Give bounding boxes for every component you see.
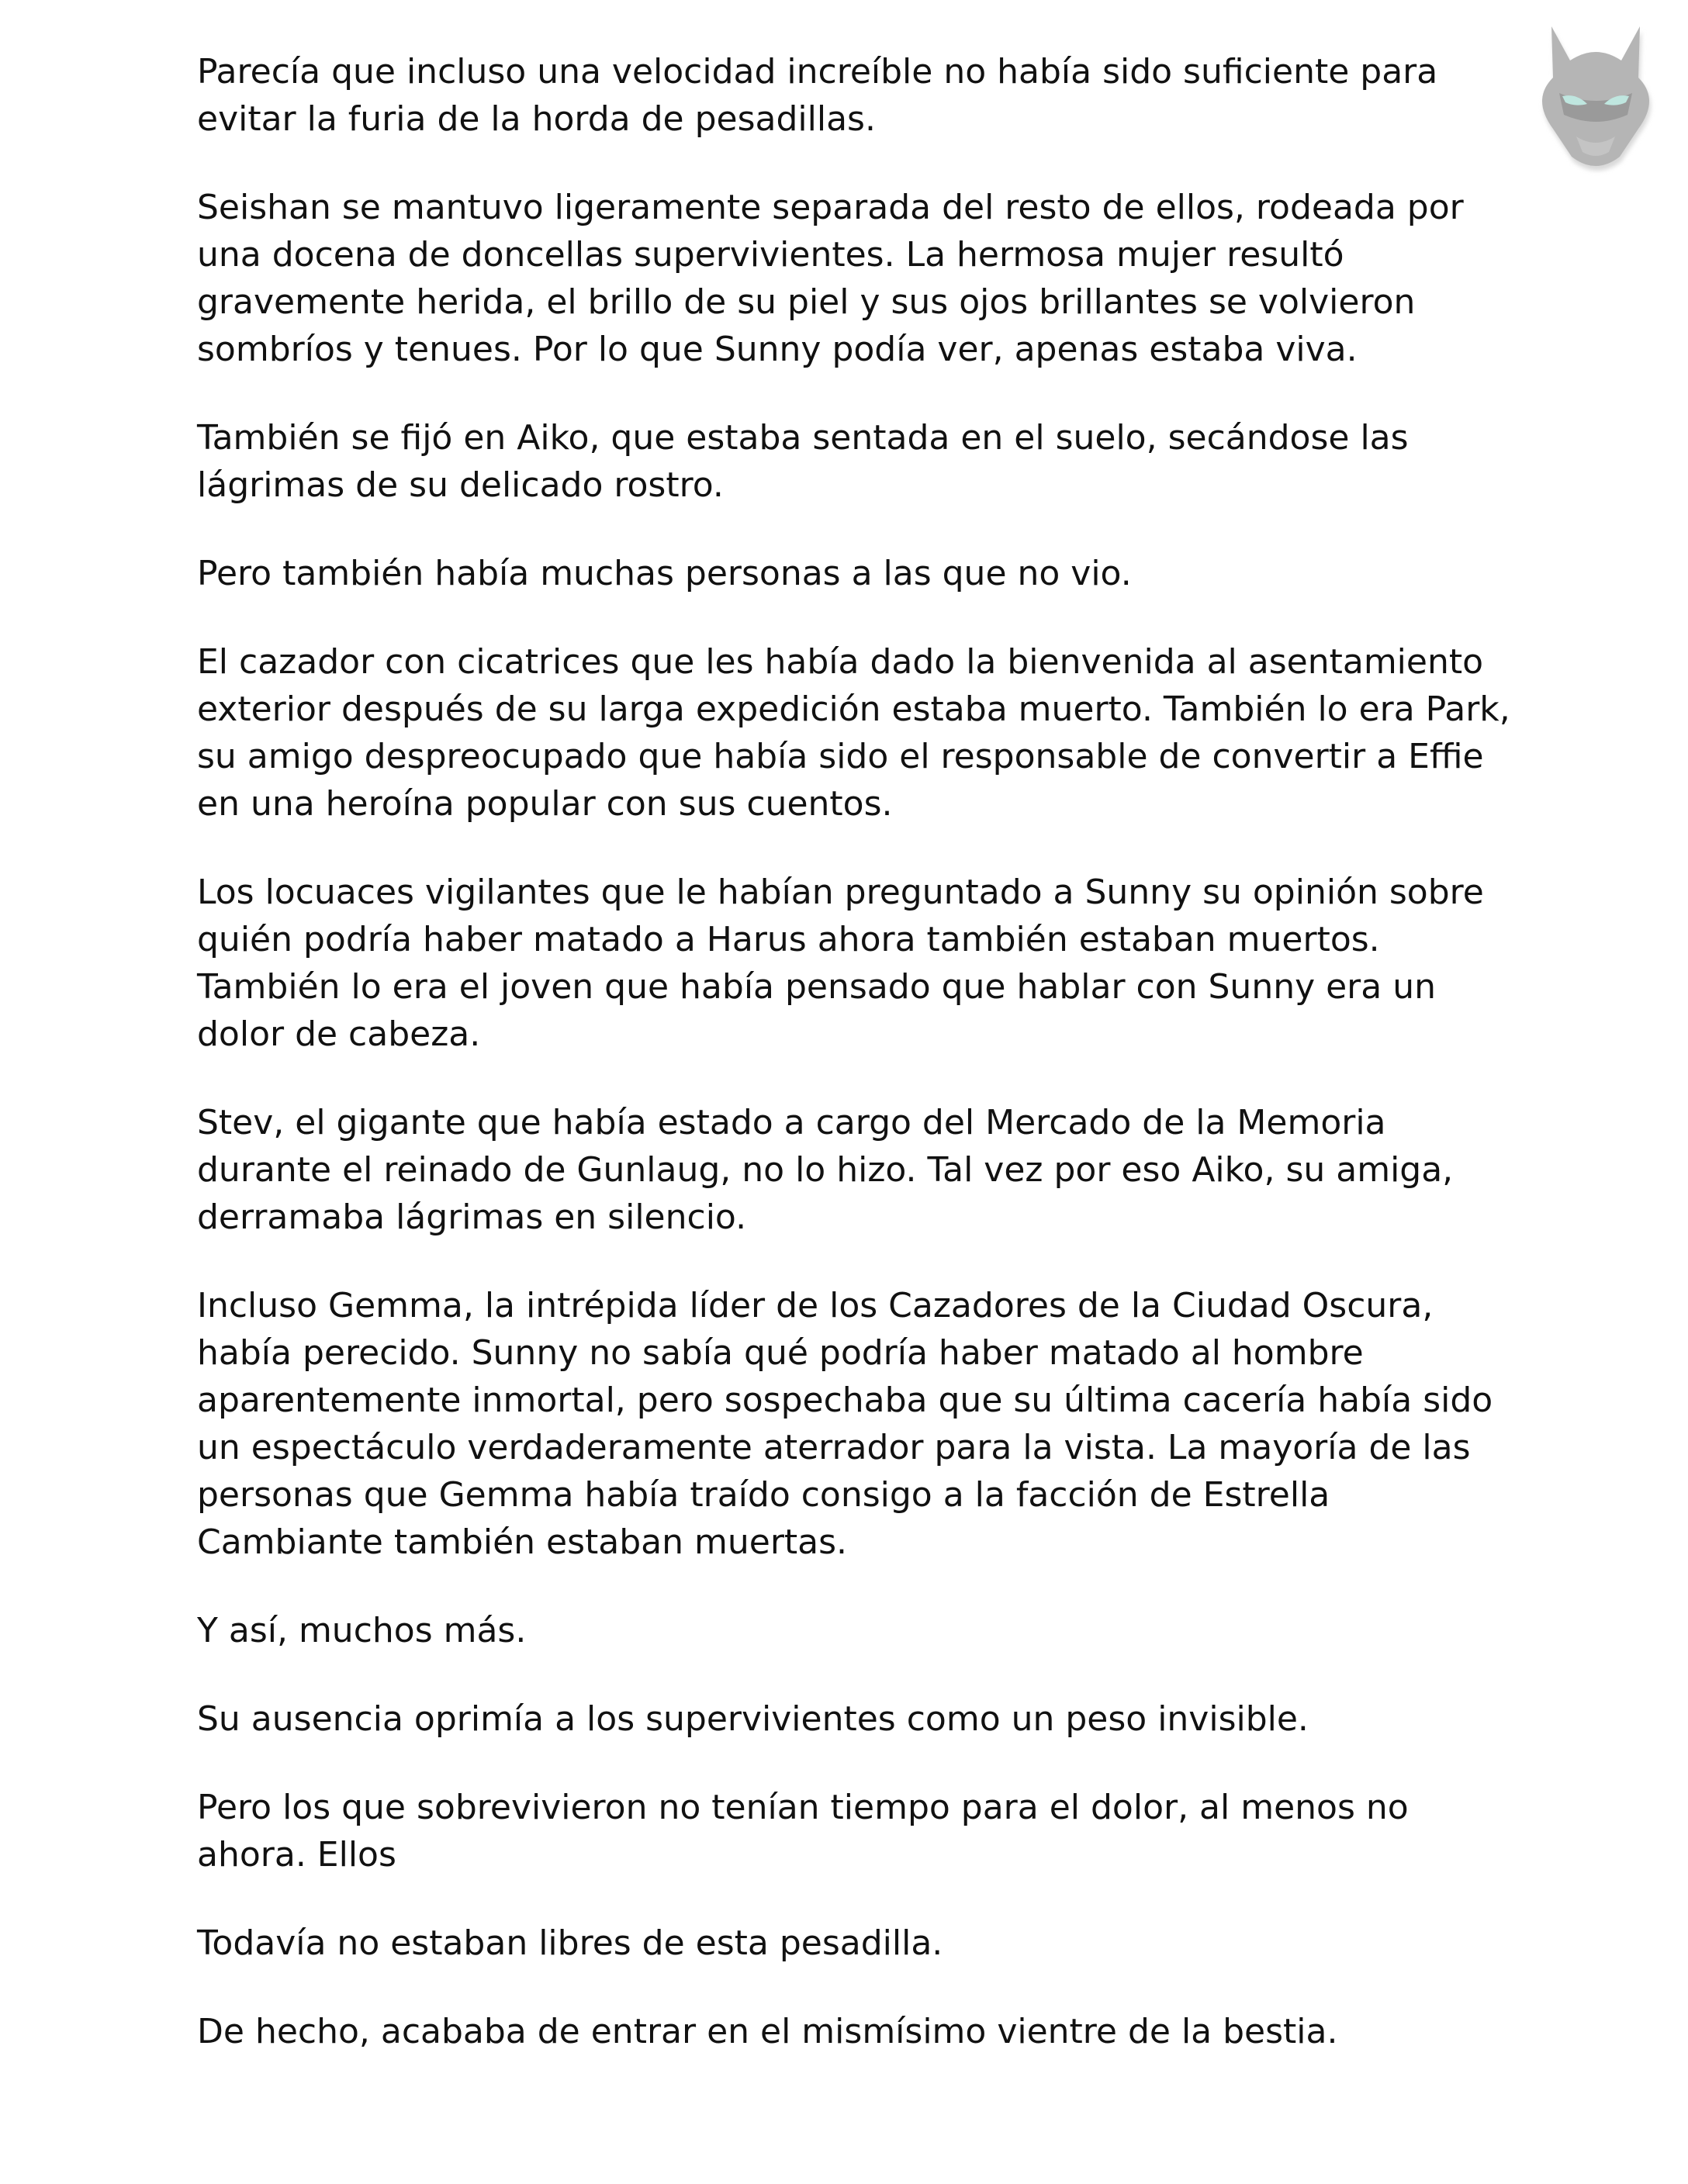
paragraph: Incluso Gemma, la intrépida líder de los Cazadores de la Ciudad Oscura, había perecido. Sunny no sabía qué podría haber matado al hombre aparentemente inmortal, pero sospechaba que su última cacería había sido un espectáculo verdaderamente aterrador para la vista. La mayoría de las personas que Gemma había traído consigo a la facción de Estrella Cambiante también estaban muertas. [197, 1286, 1493, 1562]
paragraph: Todavía no estaban libres de esta pesadilla. [197, 1923, 943, 1963]
paragraph: Stev, el gigante que había estado a cargo del Mercado de la Memoria durante el reinado de Gunlaug, no lo hizo. Tal vez por eso Aiko, su amiga, derramaba lágrimas en silencio. [197, 1103, 1454, 1237]
paragraph: De hecho, acababa de entrar en el mismísimo vientre de la bestia. [197, 2012, 1338, 2051]
paragraph: Pero también había muchas personas a las que no vio. [197, 554, 1132, 593]
document-body [197, 48, 1516, 2096]
demon-head-icon [1522, 12, 1669, 191]
paragraph: Seishan se mantuvo ligeramente separada del resto de ellos, rodeada por una docena de doncellas supervivientes. La hermosa mujer resultó gravemente herida, el brillo de su piel y sus ojos brillantes se volvieron sombríos y tenues. Por lo que Sunny podía ver, apenas estaba viva. [197, 188, 1464, 369]
paragraph: También se fijó en Aiko, que estaba sentada en el suelo, secándose las lágrimas de su delicado rostro. [197, 418, 1409, 505]
paragraph: Pero los que sobrevivieron no tenían tiempo para el dolor, al menos no ahora. Ellos [197, 1788, 1409, 1875]
paragraph: Parecía que incluso una velocidad increíble no había sido suficiente para evitar la furia de la horda de pesadillas. [197, 52, 1438, 139]
paragraph: Los locuaces vigilantes que le habían preguntado a Sunny su opinión sobre quién podría haber matado a Harus ahora también estaban muertos. También lo era el joven que había pensado que hablar con Sunny era un dolor de cabeza. [197, 873, 1484, 1054]
paragraph: Y así, muchos más. [197, 1611, 527, 1650]
paragraph: Su ausencia oprimía a los supervivientes como un peso invisible. [197, 1699, 1309, 1739]
paragraph: El cazador con cicatrices que les había dado la bienvenida al asentamiento exterior después de su larga expedición estaba muerto. También lo era Park, su amigo despreocupado que había sido el responsable de convertir a Effie en una heroína popular con sus cuentos. [197, 642, 1510, 824]
